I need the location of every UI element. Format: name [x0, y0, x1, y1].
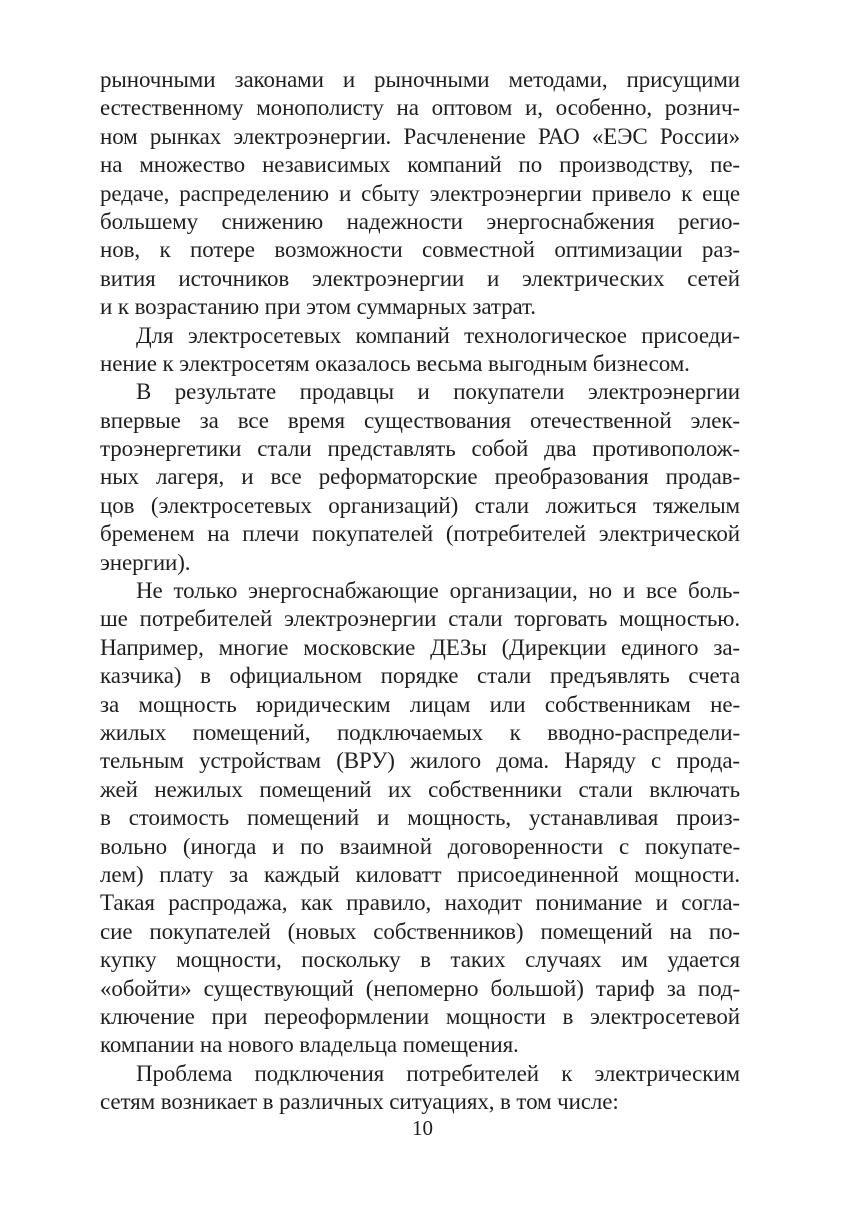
text-line: бременем на плечи покупателей (потребителей электрической: [100, 521, 740, 547]
paragraph: [100, 66, 740, 322]
text-line: на множество независимых компаний по производству, пе-: [100, 152, 740, 178]
text-line: в стоимость помещений и мощность, устанавливая произ-: [100, 805, 740, 831]
text-line: впервые за все время существования отечественной элек-: [100, 407, 740, 433]
text-line: Для электросетевых компаний технологическое присоеди-: [136, 322, 740, 348]
text-line: ше потребителей электроэнергии стали торговать мощностью.: [100, 606, 740, 632]
text-line: сие покупателей (новых собственников) помещений на по-: [100, 918, 740, 944]
page-number: 10: [412, 1116, 433, 1140]
text-line: компании на нового владельца помещения.: [100, 1032, 519, 1058]
text-line: энергии).: [100, 549, 191, 575]
text-line: казчика) в официальном порядке стали предъявлять счета: [100, 663, 740, 689]
text-line: лем) плату за каждый киловатт присоединенной мощности.: [100, 861, 740, 887]
text-line: троэнергетики стали представлять собой два противополож-: [100, 436, 740, 462]
text-line: цов (электросетевых организаций) стали ложиться тяжелым: [100, 492, 740, 518]
paragraph: [100, 322, 740, 379]
text-line: и к возрастанию при этом суммарных затрат.: [100, 294, 536, 320]
text-line: тельным устройствам (ВРУ) жилого дома. Наряду с прода-: [100, 748, 740, 774]
paragraph: [100, 1060, 740, 1117]
text-line: редаче, распределению и сбыту электроэнергии привело к еще: [100, 180, 740, 206]
text-line: вития источников электроэнергии и электрических сетей: [100, 265, 740, 291]
text-line: жилых помещений, подключаемых к вводно-распредели-: [100, 719, 740, 745]
text-line: нов, к потере возможности совместной оптимизации раз-: [100, 237, 740, 263]
text-line: Такая распродажа, как правило, находит понимание и согла-: [100, 890, 740, 916]
text-line: В результате продавцы и покупатели электроэнергии: [136, 379, 740, 405]
paragraph: [100, 378, 740, 577]
text-line: нение к электросетям оказалось весьма выгодным бизнесом.: [100, 350, 690, 376]
text-line: ключение при переоформлении мощности в электросетевой: [100, 1003, 740, 1029]
paragraph: [100, 577, 740, 1060]
text-line: ном рынках электроэнергии. Расчленение РАО «ЕЭС России»: [100, 123, 740, 149]
text-line: естественному монополисту на оптовом и, особенно, рознич-: [100, 95, 740, 121]
text-line: Проблема подключения потребителей к электрическим: [136, 1060, 740, 1086]
text-line: «обойти» существующий (непомерно большой) тариф за под-: [100, 975, 740, 1001]
text-line: жей нежилых помещений их собственники стали включать: [100, 776, 740, 802]
text-line: за мощность юридическим лицам или собственникам не-: [100, 691, 740, 717]
text-line: Не только энергоснабжающие организации, но и все боль-: [136, 578, 740, 604]
body-text: [100, 66, 740, 1116]
text-line: купку мощности, поскольку в таких случаях им удается: [100, 947, 740, 973]
text-line: большему снижению надежности энергоснабжения регио-: [100, 208, 740, 234]
text-line: вольно (иногда и по взаимной договоренности с покупате-: [100, 833, 740, 859]
text-line: ных лагеря, и все реформаторские преобразования продав-: [100, 464, 740, 490]
text-line: сетям возникает в различных ситуациях, в том числе:: [100, 1089, 619, 1115]
text-line: Например, многие московские ДЕЗы (Дирекции единого за-: [100, 634, 740, 660]
text-line: рыночными законами и рыночными методами, присущими: [100, 67, 740, 92]
